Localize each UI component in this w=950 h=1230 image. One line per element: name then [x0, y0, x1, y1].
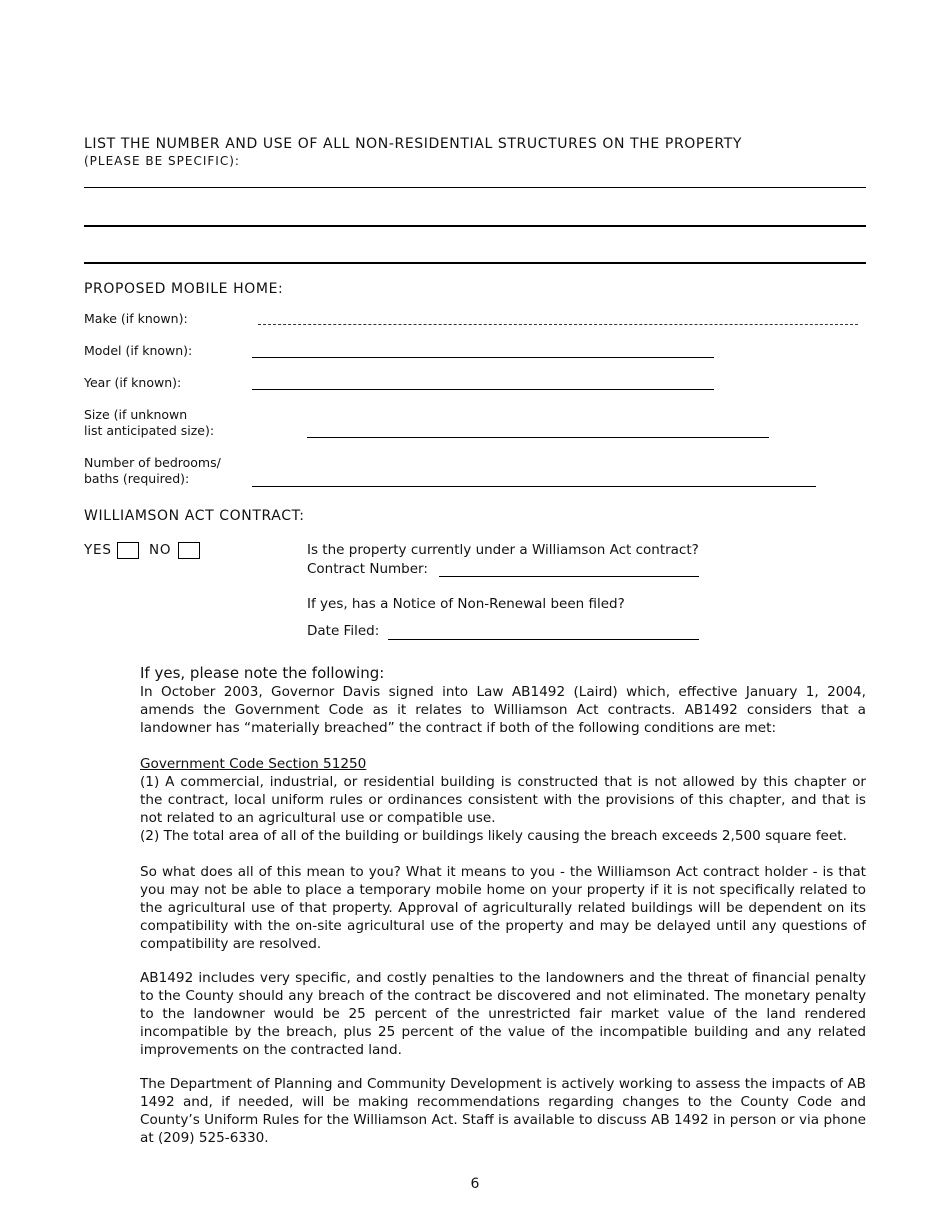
size-label-line-2: list anticipated size): [84, 423, 215, 438]
year-field[interactable] [252, 389, 714, 390]
structures-line-3[interactable] [84, 262, 866, 264]
intro-paragraph: In October 2003, Governor Davis signed into Law AB1492 (Laird) which, effective January 1, 2004, amends the Government Code as it relates to Williamson Act contracts. AB1492 considers that a landowner has “materially breached” the contract if both of the following conditions are met: [140, 684, 866, 736]
year-label: Year (if known): [84, 375, 182, 390]
condition-1: (1) A commercial, industrial, or residential building is constructed that is not allowed by this chapter or the contract, local uniform rules or ordinances consistent with the provisions of this chapter, and that is not related to an agricultural use or compatible use. [140, 774, 866, 826]
page-number: 6 [470, 1176, 480, 1192]
notice-intro-heading: If yes, please note the following: [140, 664, 385, 682]
structures-subheading: (PLEASE BE SPECIFIC): [84, 154, 240, 168]
williamson-question: Is the property currently under a Williamson Act contract? [307, 542, 699, 558]
mobile-home-heading: PROPOSED MOBILE HOME: [84, 281, 284, 297]
size-label [84, 407, 214, 439]
contract-number-label: Contract Number: [307, 561, 428, 577]
notice-body [140, 683, 866, 1147]
structures-heading: LIST THE NUMBER AND USE OF ALL NON-RESIDENTIAL STRUCTURES ON THE PROPERTY [84, 136, 742, 152]
no-label: NO [149, 542, 172, 558]
structures-line-2[interactable] [84, 225, 866, 227]
contract-number-field[interactable] [439, 576, 699, 577]
make-label: Make (if known): [84, 311, 188, 326]
code-section-heading: Government Code Section 51250 [140, 756, 367, 772]
yes-checkbox[interactable] [117, 542, 139, 559]
bedrooms-label-line-1: Number of bedrooms/ [84, 455, 221, 470]
condition-2: (2) The total area of all of the building or buildings likely causing the breach exceeds 2,500 square feet. [140, 828, 847, 844]
date-filed-field[interactable] [388, 639, 699, 640]
make-field[interactable] [258, 324, 858, 325]
penalties-paragraph: AB1492 includes very specific, and costly penalties to the landowners and the threat of financial penalty to the County should any breach of the contract be discovered and not eliminated. The monetary penalty to the landowner would be 25 percent of the unrestricted fair market value of the land rendered incompatible by the breach, plus 25 percent of the value of the incompatible building and any related improvements on the contracted land. [140, 970, 866, 1058]
size-label-line-1: Size (if unknown [84, 407, 188, 422]
bedrooms-field[interactable] [252, 486, 816, 487]
department-paragraph: The Department of Planning and Community Development is actively working to assess the impacts of AB 1492 and, if needed, will be making recommendations regarding changes to the County Code and County’s Uniform Rules for the Williamson Act. Staff is available to discuss AB 1492 in person or via phone at (209) 525-6330. [140, 1076, 866, 1146]
date-filed-label: Date Filed: [307, 623, 380, 639]
model-field[interactable] [252, 357, 714, 358]
model-label: Model (if known): [84, 343, 193, 358]
williamson-heading: WILLIAMSON ACT CONTRACT: [84, 508, 305, 524]
structures-line-1[interactable] [84, 187, 866, 188]
meaning-paragraph: So what does all of this mean to you? What it means to you - the Williamson Act contract holder - is that you may not be able to place a temporary mobile home on your property if it is not specifically related to the agricultural use of that property. Approval of agriculturally related buildings will be dependent on its compatibility with the on-site agricultural use of the property and may be delayed until any questions of compatibility are resolved. [140, 864, 866, 952]
bedrooms-label [84, 455, 221, 487]
no-checkbox[interactable] [178, 542, 200, 559]
bedrooms-label-line-2: baths (required): [84, 471, 190, 486]
nonrenewal-question: If yes, has a Notice of Non-Renewal been filed? [307, 596, 625, 612]
size-field[interactable] [307, 437, 769, 438]
yes-label: YES [84, 542, 112, 558]
